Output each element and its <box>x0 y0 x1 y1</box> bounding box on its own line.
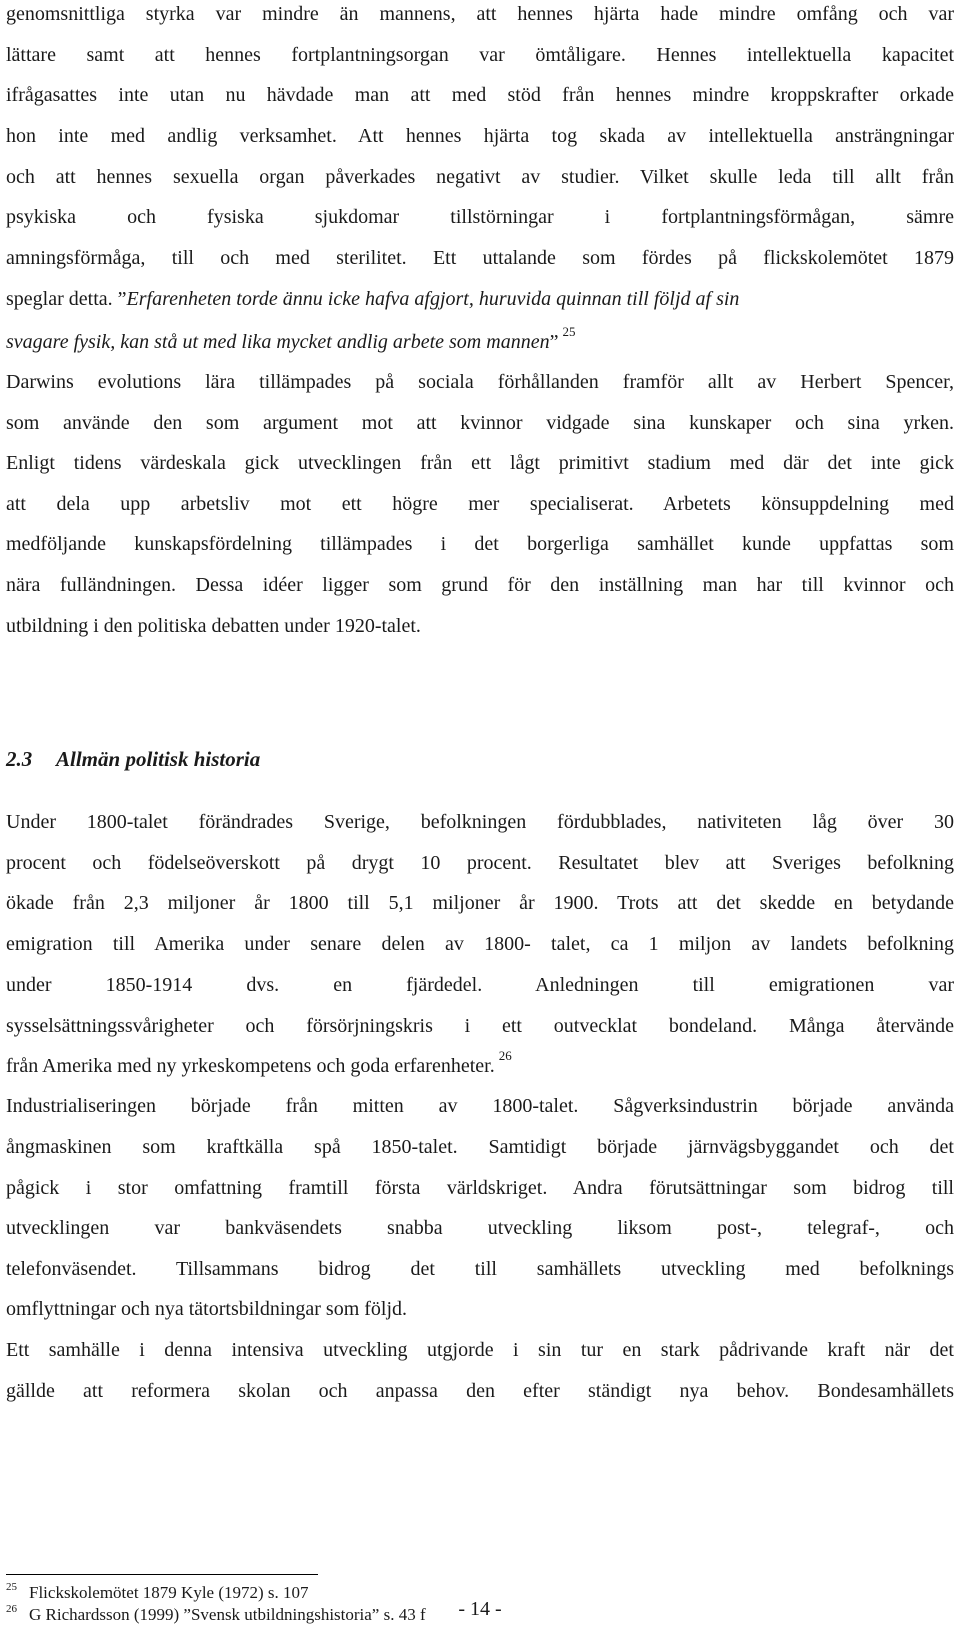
footnote-text: Flickskolemötet 1879 Kyle (1972) s. 107 <box>29 1583 309 1602</box>
text-line: ifrågasattes inte utan nu hävdade man att med stöd från hennes mindre kroppskrafter orkade <box>6 84 954 106</box>
text-line: Under 1800-talet förändrades Sverige, befolkningen fördubblades, nativiteten låg över 30 <box>6 811 954 833</box>
text-line <box>6 1048 954 1080</box>
text-line: amningsförmåga, till och med sterilitet. Ett uttalande som fördes på flickskolemötet 1879 <box>6 247 954 269</box>
footnote-text: G Richardsson (1999) ”Svensk utbildningshistoria” s. 43 f <box>29 1605 426 1624</box>
text-line: pågick i stor omfattning framtill första världskriget. Andra förutsättningar som bidrog till <box>6 1177 954 1199</box>
text-line: emigration till Amerika under senare delen av 1800- talet, ca 1 miljon av landets befolkning <box>6 933 954 955</box>
text-line: Ett samhälle i denna intensiva utveckling utgjorde i sin tur en stark pådrivande kraft när det <box>6 1339 954 1361</box>
text-line: gällde att reformera skolan och anpassa den efter ständigt nya behov. Bondesamhällets <box>6 1380 954 1402</box>
text-line: ökade från 2,3 miljoner år 1800 till 5,1 miljoner år 1900. Trots att det skedde en betydande <box>6 892 954 914</box>
text-line: sysselsättningssvårigheter och försörjningskris i ett outvecklat bondeland. Många återvände <box>6 1015 954 1037</box>
quote-text: Erfarenheten torde ännu icke hafva afgjort, huruvida quinnan till följd af sin <box>126 288 740 310</box>
text-line: som använde den som argument mot att kvinnor vidgade sina kunskaper och sina yrken. <box>6 412 954 434</box>
text-line: lättare samt att hennes fortplantningsorgan var ömtåligare. Hennes intellektuella kapacitet <box>6 44 954 66</box>
text-span: från Amerika med ny yrkeskompetens och goda erfarenheter. <box>6 1055 495 1077</box>
footnote-number: 26 <box>6 1603 17 1615</box>
text-line: utbildning i den politiska debatten under 1920-talet. <box>6 615 421 637</box>
footnote-ref[interactable]: 25 <box>562 324 576 339</box>
footnote-number: 25 <box>6 1581 17 1593</box>
text-line: Darwins evolutions lära tillämpades på sociala förhållanden framför allt av Herbert Spencer, <box>6 371 954 393</box>
section-heading <box>6 744 260 774</box>
quote-close-mark: ” <box>549 331 559 353</box>
text-line: ångmaskinen som kraftkälla spå 1850-talet. Samtidigt började järnvägsbyggandet och det <box>6 1136 954 1158</box>
text-line: nära fulländningen. Dessa idéer ligger som grund för den inställning man har till kvinnor och <box>6 574 954 596</box>
footnote-ref[interactable]: 26 <box>498 1048 512 1063</box>
section-title: Allmän politisk historia <box>56 747 261 771</box>
text-line: omflyttningar och nya tätortsbildningar som följd. <box>6 1298 408 1320</box>
text-line: psykiska och fysiska sjukdomar tillstörningar i fortplantningsförmågan, sämre <box>6 206 954 228</box>
footnote-separator <box>6 1574 318 1575</box>
text-line: telefonväsendet. Tillsammans bidrog det till samhällets utveckling med befolknings <box>6 1258 954 1280</box>
quote-text: svagare fysik, kan stå ut med lika mycket andlig arbete som mannen <box>6 331 550 353</box>
text-line: Enligt tidens värdeskala gick utvecklingen från ett lågt primitivt stadium med där det inte gick <box>6 452 954 474</box>
text-line: under 1850-1914 dvs. en fjärdedel. Anledningen till emigrationen var <box>6 974 954 996</box>
text-line: och att hennes sexuella organ påverkades negativt av studier. Vilket skulle leda till allt från <box>6 166 954 188</box>
page-number: - 14 - <box>458 1598 502 1620</box>
quote-line <box>6 324 954 356</box>
text-line: genomsnittliga styrka var mindre än mannens, att hennes hjärta hade mindre omfång och var <box>6 3 954 25</box>
text-line: utvecklingen var bankväsendets snabba utveckling liksom post-, telegraf-, och <box>6 1217 954 1239</box>
quote-open-mark: ” <box>117 288 127 310</box>
text-line: medföljande kunskapsfördelning tillämpades i det borgerliga samhället kunde uppfattas som <box>6 533 954 555</box>
quote-line <box>6 287 954 311</box>
text-line: procent och födelseöverskott på drygt 10 procent. Resultatet blev att Sveriges befolkning <box>6 852 954 874</box>
text-line: att dela upp arbetsliv mot ett högre mer specialiserat. Arbetets könsuppdelning med <box>6 493 954 515</box>
section-number: 2.3 <box>6 747 33 771</box>
text-line: Industrialiseringen började från mitten av 1800-talet. Sågverksindustrin började använda <box>6 1095 954 1117</box>
text-line: hon inte med andlig verksamhet. Att hennes hjärta tog skada av intellektuella ansträngningar <box>6 125 954 147</box>
quote-lead-text: speglar detta. <box>6 288 118 310</box>
